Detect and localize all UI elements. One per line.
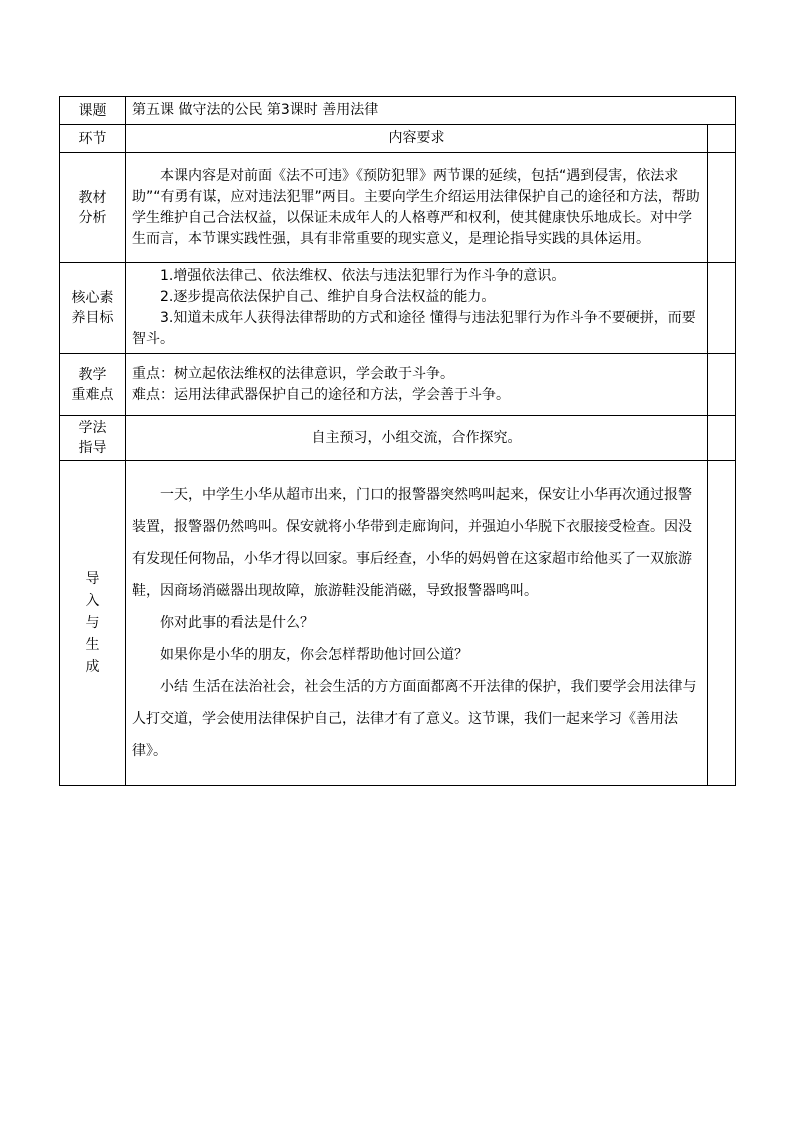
extra-column-cell	[708, 263, 736, 354]
key-emphasis: 重点：树立起依法维权的法律意识，学会敢于斗争。	[132, 365, 454, 382]
topic-content: 第五课 做守法的公民 第3课时 善用法律	[126, 97, 736, 125]
introduction-content	[126, 461, 708, 786]
topic-row	[60, 97, 736, 125]
extra-column-cell	[708, 125, 736, 153]
extra-column-cell	[708, 461, 736, 786]
section-label: 环节	[60, 125, 126, 153]
textbook-analysis-row	[60, 153, 736, 263]
lesson-plan-table	[59, 96, 736, 786]
label-char: 入	[85, 593, 100, 609]
method-content: 自主预习，小组交流，合作探究。	[126, 416, 708, 461]
label-char: 导	[85, 571, 100, 587]
textbook-analysis-paragraph: 本课内容是对前面《法不可违》《预防犯罪》两节课的延续，包括“遇到侵害，依法求助”“有勇有谋，应对违法犯罪”两目。主要向学生介绍运用法律保护自己的途径和方法，帮助学生维护自己合法权益，以保证未成年人的人格尊严和权利，使其健康快乐地成长。对中学生而言，本节课实践性强，具有非常重要的现实意义，是理论指导实践的具体运用。	[132, 167, 700, 247]
label-line: 分析	[78, 209, 107, 226]
key-points-content	[126, 354, 708, 416]
method-row	[60, 416, 736, 461]
label-line: 养目标	[71, 310, 114, 326]
section-header-row	[60, 125, 736, 153]
label-char: 成	[85, 659, 100, 675]
core-goals-row	[60, 263, 736, 354]
label-line: 重难点	[71, 386, 114, 403]
key-points-label	[60, 354, 126, 416]
textbook-analysis-label	[60, 153, 126, 263]
introduction-row	[60, 461, 736, 786]
introduction-label	[60, 461, 126, 786]
label-line: 教材	[78, 189, 107, 206]
extra-column-cell	[708, 354, 736, 416]
label-line: 核心素	[71, 290, 114, 306]
textbook-analysis-content	[126, 153, 708, 263]
key-points-row	[60, 354, 736, 416]
extra-column-cell	[708, 416, 736, 461]
label-char: 与	[85, 615, 100, 631]
goal-item: 3.知道未成年人获得法律帮助的方式和途径 懂得与违法犯罪行为作斗争不要硬拼，而要智斗。	[132, 310, 696, 347]
intro-summary: 小结 生活在法治社会，社会生活的方方面面都离不开法律的保护，我们要学会用法律与人打交道，学会使用法律保护自己，法律才有了意义。这节课，我们一起来学习《善用法律》。	[132, 679, 697, 759]
key-difficulty: 难点：运用法律武器保护自己的途径和方法，学会善于斗争。	[132, 386, 510, 403]
label-char: 生	[85, 637, 100, 653]
intro-question: 如果你是小华的朋友，你会怎样帮助他讨回公道？	[160, 647, 468, 663]
label-line: 学法	[78, 420, 107, 436]
extra-column-cell	[708, 153, 736, 263]
intro-question: 你对此事的看法是什么？	[160, 615, 314, 631]
method-label	[60, 416, 126, 461]
intro-story: 一天，中学生小华从超市出来，门口的报警器突然鸣叫起来，保安让小华再次通过报警装置，报警器仍然鸣叫。保安就将小华带到走廊询问，并强迫小华脱下衣服接受检查。因没有发现任何物品，小华才得以回家。事后经查，小华的妈妈曾在这家超市给他买了一双旅游鞋，因商场消磁器出现故障，旅游鞋没能消磁，导致报警器鸣叫。	[132, 487, 692, 599]
label-line: 教学	[78, 366, 107, 383]
core-goals-content	[126, 263, 708, 354]
goal-item: 1.增强依法律己、依法维权、依法与违法犯罪行为作斗争的意识。	[160, 268, 566, 284]
section-content-header: 内容要求	[126, 125, 708, 153]
label-line: 指导	[78, 440, 107, 456]
core-goals-label	[60, 263, 126, 354]
topic-label: 课题	[60, 97, 126, 125]
goal-item: 2.逐步提高依法保护自己、维护自身合法权益的能力。	[160, 289, 496, 305]
